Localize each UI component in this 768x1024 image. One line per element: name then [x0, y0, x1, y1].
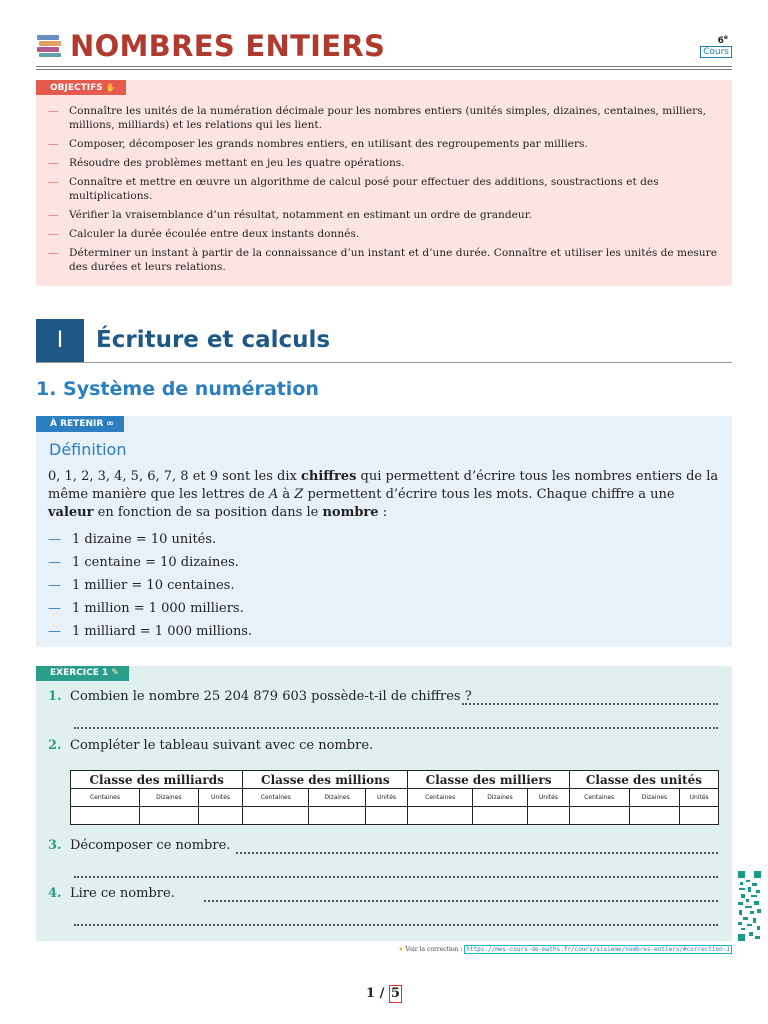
section-number: I — [36, 319, 84, 363]
table-subheader: Dizaines — [139, 789, 198, 807]
hand-icon: ✋ — [105, 83, 116, 92]
table-subheader: Dizaines — [309, 789, 365, 807]
table-subheader: Dizaines — [472, 789, 527, 807]
objective-item: — Déterminer un instant à partir de la connaissance d’un instant et d’une durée. Connaître et utiliser les unités de mesure des durées et leurs relations. — [48, 247, 717, 273]
table-subheader: Unités — [198, 789, 243, 807]
definition-list — [48, 528, 252, 643]
answer-line[interactable] — [236, 852, 718, 854]
objective-item: — Connaître et mettre en œuvre un algorithme de calcul posé pour effectuer des additions, soustractions et des multiplications. — [48, 176, 659, 202]
table-cell[interactable] — [309, 807, 365, 825]
table-header: Classe des milliers — [408, 771, 569, 789]
table-subheader: Dizaines — [629, 789, 680, 807]
definition-item: — 1 centaine = 10 dizaines. — [48, 555, 239, 570]
table-subheader: Unités — [528, 789, 570, 807]
objective-item: — Vérifier la vraisemblance d’un résultat, notamment en estimant un ordre de grandeur. — [48, 209, 533, 221]
objective-item: — Calculer la durée écoulée entre deux instants donnés. — [48, 228, 360, 240]
definition-item: — 1 million = 1 000 milliers. — [48, 601, 244, 616]
table-cell[interactable] — [408, 807, 473, 825]
subsection-title: 1. Système de numération — [36, 378, 319, 400]
answer-line[interactable] — [74, 727, 718, 729]
exercise-tag: EXERCICE 1 ✎ — [36, 666, 129, 681]
section-rule — [36, 362, 732, 363]
table-cell[interactable] — [528, 807, 570, 825]
table-header: Classe des unités — [569, 771, 718, 789]
infinity-icon: ∞ — [106, 419, 114, 429]
page-header — [36, 26, 732, 66]
objectives-box — [36, 80, 732, 286]
table-subheader: Centaines — [408, 789, 473, 807]
table-cell[interactable] — [139, 807, 198, 825]
question-3: 3. Décomposer ce nombre. — [48, 838, 231, 853]
numeration-table — [70, 770, 719, 825]
page-title: NOMBRES ENTIERS — [70, 29, 386, 63]
question-1: 1. Combien le nombre 25 204 879 603 possède-t-il de chiffres ? — [48, 689, 472, 704]
table-subheader: Unités — [365, 789, 408, 807]
books-icon — [36, 34, 62, 58]
answer-line[interactable] — [204, 900, 718, 902]
table-cell[interactable] — [629, 807, 680, 825]
page-indicator: 1 / 5 — [366, 986, 400, 1001]
definition-item: — 1 millier = 10 centaines. — [48, 578, 235, 593]
star-icon: ★ — [398, 946, 404, 953]
retenir-tag: À RETENIR ∞ — [36, 416, 124, 432]
table-subheader: Centaines — [569, 789, 629, 807]
table-subheader: Centaines — [243, 789, 309, 807]
grade-level: 6e — [717, 34, 728, 46]
objective-item: — Résoudre des problèmes mettant en jeu les quatre opérations. — [48, 157, 405, 169]
cours-tag: Cours — [700, 46, 732, 58]
table-cell[interactable] — [71, 807, 140, 825]
correction-link: ★ Voir la correction : https://mes-cours-de-maths.fr/cours/sixieme/nombres-entiers/#correction-1 — [398, 946, 730, 953]
table-cell[interactable] — [472, 807, 527, 825]
table-cell[interactable] — [243, 807, 309, 825]
definition-title: Définition — [49, 440, 127, 459]
retenir-box — [36, 416, 732, 647]
table-cell[interactable] — [569, 807, 629, 825]
answer-line[interactable] — [74, 876, 718, 878]
table-cell[interactable] — [198, 807, 243, 825]
answer-line[interactable] — [462, 703, 718, 705]
definition-item: — 1 milliard = 1 000 millions. — [48, 624, 253, 639]
qr-code-icon[interactable] — [737, 870, 762, 942]
objective-item: — Connaître les unités de la numération décimale pour les nombres entiers (unités simples, dizaines, centaines, milliers, millions, milliards) et les relations qui les lient. — [48, 105, 707, 131]
table-cell[interactable] — [365, 807, 408, 825]
correction-url[interactable]: https://mes-cours-de-maths.fr/cours/sixieme/nombres-entiers/#correction-1 — [466, 946, 730, 953]
objectives-tag: OBJECTIFS ✋ — [36, 80, 126, 95]
section-title: Écriture et calculs — [96, 327, 331, 353]
objectives-list — [48, 104, 724, 279]
objective-item: — Composer, décomposer les grands nombres entiers, en utilisant des regroupements par milliers. — [48, 138, 588, 150]
table-cell[interactable] — [680, 807, 719, 825]
table-subheader: Unités — [680, 789, 719, 807]
definition-text: 0, 1, 2, 3, 4, 5, 6, 7, 8 et 9 sont les dix chiffres qui permettent d’écrire tous les nombres entiers de la même manière que les lettres de A à Z permettent d’écrire tous les mots. Chaque chiffre a une valeur en fonction de sa position dans le nombre : — [48, 469, 719, 520]
answer-line[interactable] — [74, 924, 718, 926]
pencil-icon: ✎ — [111, 668, 119, 678]
table-header: Classe des milliards — [71, 771, 243, 789]
exercise-box — [36, 666, 732, 941]
page-total[interactable]: 5 — [390, 986, 400, 1001]
table-subheader: Centaines — [71, 789, 140, 807]
definition-item: — 1 dizaine = 10 unités. — [48, 532, 217, 547]
header-rule — [36, 66, 732, 70]
question-4: 4. Lire ce nombre. — [48, 886, 175, 901]
question-2: 2. Compléter le tableau suivant avec ce nombre. — [48, 738, 374, 753]
table-header: Classe des millions — [243, 771, 408, 789]
